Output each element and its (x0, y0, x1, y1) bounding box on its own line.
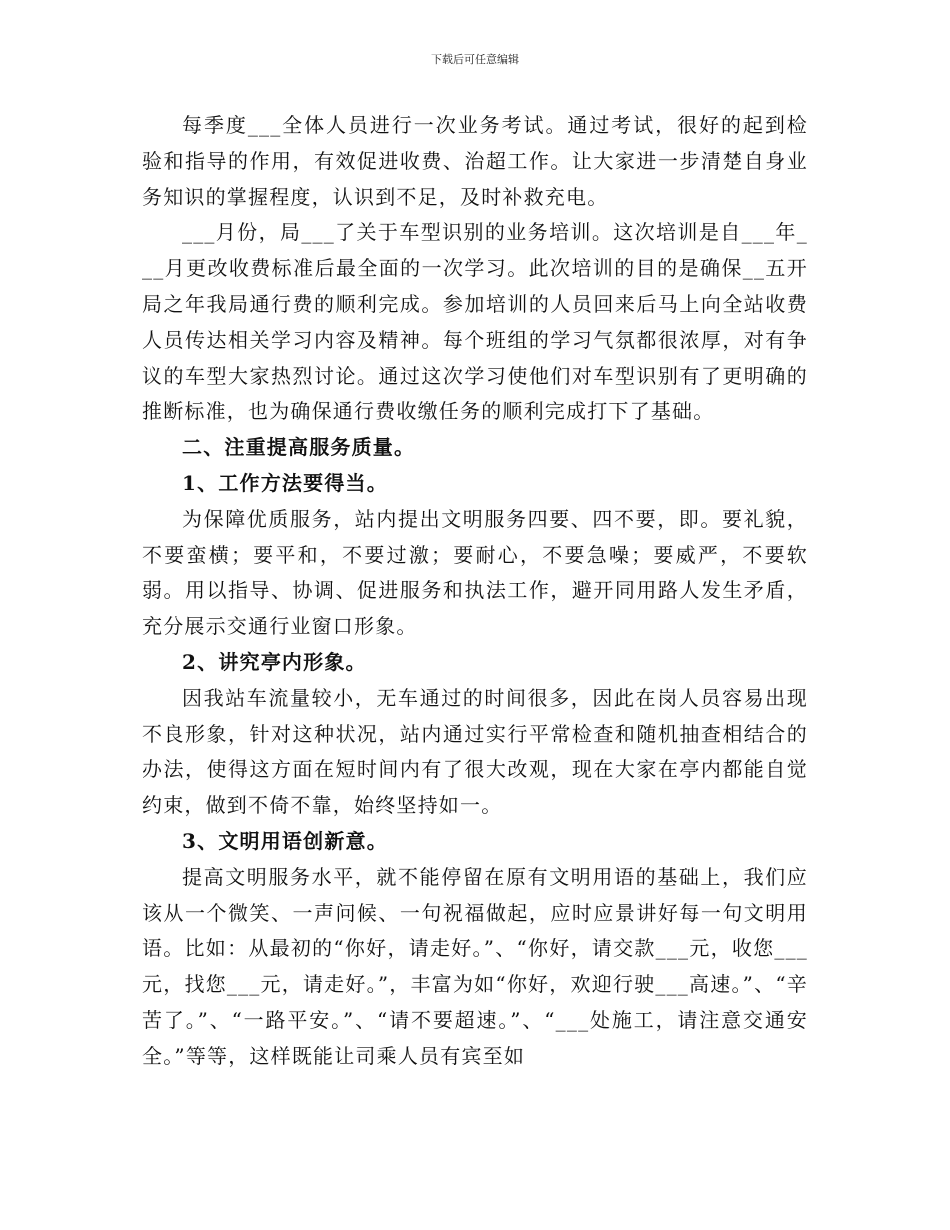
paragraph-exam: 每季度___全体人员进行一次业务考试。通过考试，很好的起到检验和指导的作用，有效促进收费、治超工作。让大家进一步清楚自身业务知识的掌握程度，认识到不足，及时补救充电。 (142, 113, 808, 209)
subheading-booth-image: 2、讲究亭内形象。 (182, 649, 367, 674)
paragraph-civil-language: 提高文明服务水平，就不能停留在原有文明用语的基础上，我们应该从一个微笑、一声问候、一句祝福做起，应时应景讲好每一句文明用语。比如：从最初的“你好，请走好。”、“你好，请交款___元，收您___元，找您___元，请走好。”，丰富为如“你好，欢迎行驶___高速。”、“辛苦了。”、“一路平安。”、“请不要超速。”、“___处施工，请注意交通安全。”等等，这样既能让司乘人员有宾至如 (142, 864, 808, 1068)
paragraph-work-method: 为保障优质服务，站内提出文明服务四要、四不要，即。要礼貌，不要蛮横；要平和，不要过激；要耐心，不要急噪；要威严，不要软弱。用以指导、协调、促进服务和执法工作，避开同用路人发生矛盾，充分展示交通行业窗口形象。 (142, 506, 808, 639)
page-header: 下载后可任意编辑 (431, 53, 519, 66)
paragraph-training: ___月份，局___了关于车型识别的业务培训。这次培训是自___年___月更改收费标准后最全面的一次学习。此次培训的目的是确保__五开局之年我局通行费的顺利完成。参加培训的人员回来后马上向全站收费人员传达相关学习内容及精神。每个班组的学习气氛都很浓厚，对有争议的车型大家热烈讨论。通过这次学习使他们对车型识别有了更明确的推断标准，也为确保通行费收缴任务的顺利完成打下了基础。 (142, 220, 808, 424)
document-body (142, 108, 808, 1075)
paragraph-booth-image: 因我站车流量较小，无车通过的时间很多，因此在岗人员容易出现不良形象，针对这种状况，站内通过实行平常检查和随机抽查相结合的办法，使得这方面在短时间内有了很大改观，现在大家在亭内都能自觉约束，做到不倚不靠，始终坚持如一。 (142, 685, 808, 818)
subheading-civil-language: 3、文明用语创新意。 (182, 828, 388, 853)
subheading-work-method: 1、工作方法要得当。 (182, 470, 388, 495)
section-heading-service-quality: 二、注重提高服务质量。 (182, 435, 416, 460)
